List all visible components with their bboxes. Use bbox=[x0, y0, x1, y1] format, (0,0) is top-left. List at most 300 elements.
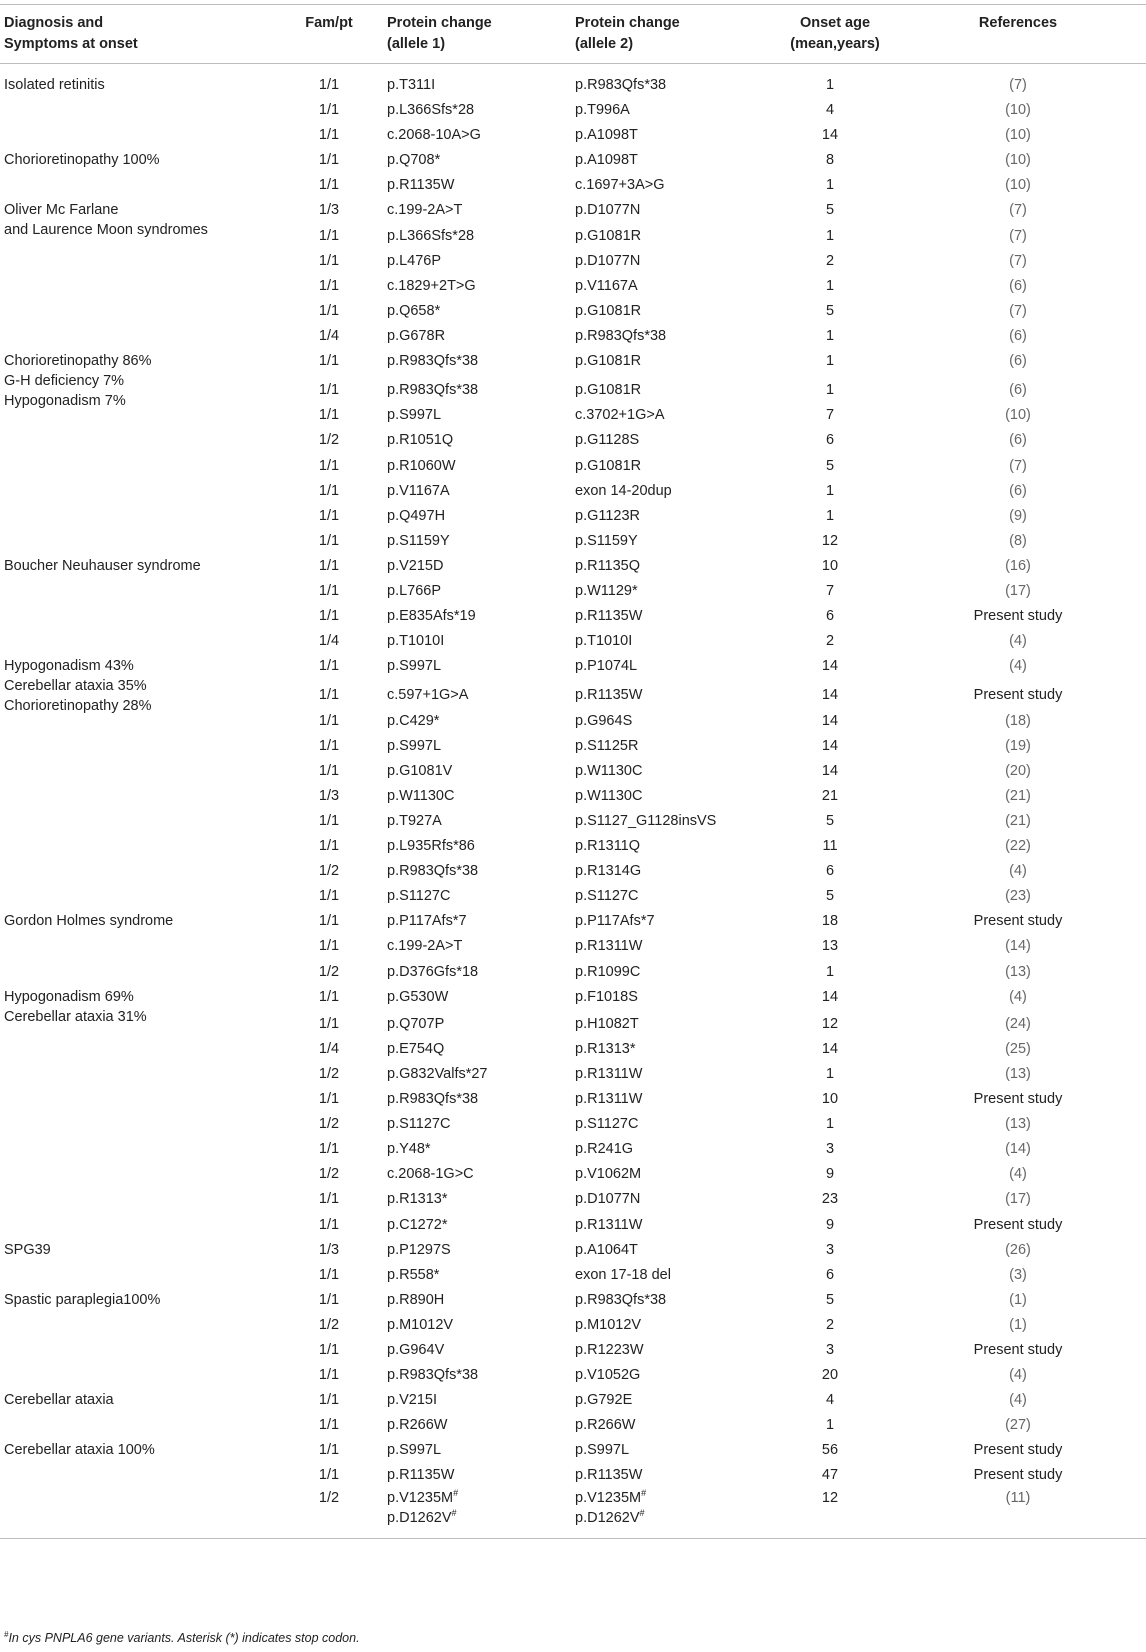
fam-pt-cell: 1/1 bbox=[318, 508, 340, 524]
allele-1-cell: p.V215D bbox=[387, 558, 444, 574]
onset-age-cell: 1 bbox=[825, 382, 835, 398]
fam-pt-cell: 1/3 bbox=[318, 202, 340, 218]
fam-pt-cell: 1/1 bbox=[318, 177, 340, 193]
table-footnote: #In cys PNPLA6 gene variants. Asterisk (*) indicates stop codon. bbox=[4, 1629, 360, 1645]
allele-2-cell: p.R1135Q bbox=[575, 558, 641, 574]
fam-pt-cell: 1/1 bbox=[318, 1016, 340, 1032]
reference-cell: (21) bbox=[1005, 813, 1031, 829]
diagnosis-cell: Hypogonadism 69% Cerebellar ataxia 31% bbox=[4, 989, 147, 1025]
allele-2-cell: p.T996A bbox=[575, 102, 630, 118]
fam-pt-cell: 1/1 bbox=[318, 713, 340, 729]
allele-1-cell: p.L935Rfs*86 bbox=[387, 838, 475, 854]
reference-cell: (4) bbox=[1009, 989, 1027, 1005]
onset-age-cell: 3 bbox=[825, 1242, 835, 1258]
onset-age-cell: 2 bbox=[825, 253, 835, 269]
fam-pt-cell: 1/1 bbox=[318, 1442, 340, 1458]
onset-age-cell: 1 bbox=[825, 508, 835, 524]
diagnosis-cell: Gordon Holmes syndrome bbox=[4, 913, 174, 929]
reference-cell: (21) bbox=[1005, 788, 1031, 804]
allele-2-cell: p.H1082T bbox=[575, 1016, 639, 1032]
onset-age-cell: 1 bbox=[825, 278, 835, 294]
fam-pt-cell: 1/1 bbox=[318, 1392, 340, 1408]
diagnosis-cell: Spastic paraplegia100% bbox=[4, 1292, 161, 1308]
onset-age-cell: 14 bbox=[821, 1041, 839, 1057]
diagnosis-cell: Cerebellar ataxia bbox=[4, 1392, 114, 1408]
fam-pt-cell: 1/1 bbox=[318, 1367, 340, 1383]
onset-age-cell: 7 bbox=[825, 407, 835, 423]
fam-pt-cell: 1/1 bbox=[318, 838, 340, 854]
onset-age-cell: 14 bbox=[821, 763, 839, 779]
allele-1-cell: p.P117Afs*7 bbox=[387, 913, 467, 929]
allele-2-cell: p.G1123R bbox=[575, 508, 641, 524]
fam-pt-cell: 1/1 bbox=[318, 658, 340, 674]
onset-age-cell: 12 bbox=[821, 1490, 839, 1506]
table-top-rule bbox=[0, 4, 1146, 5]
table-bottom-rule bbox=[0, 1538, 1146, 1539]
allele-1-cell: p.S997L bbox=[387, 658, 442, 674]
allele-2-cell: p.S1127C bbox=[575, 888, 639, 904]
allele-2-cell: p.S1125R bbox=[575, 738, 639, 754]
fam-pt-cell: 1/1 bbox=[318, 1191, 340, 1207]
reference-cell: (11) bbox=[1005, 1490, 1031, 1506]
fam-pt-cell: 1/1 bbox=[318, 152, 340, 168]
allele-1-cell: p.G832Valfs*27 bbox=[387, 1066, 488, 1082]
onset-age-cell: 20 bbox=[821, 1367, 839, 1383]
reference-cell: (10) bbox=[1005, 177, 1031, 193]
allele-2-cell: p.R1135W bbox=[575, 1467, 643, 1483]
allele-1-cell: p.R890H bbox=[387, 1292, 445, 1308]
reference-cell: (16) bbox=[1005, 558, 1031, 574]
reference-cell: (7) bbox=[1009, 77, 1027, 93]
allele-1-cell: p.T927A bbox=[387, 813, 442, 829]
diagnosis-cell: Boucher Neuhauser syndrome bbox=[4, 558, 201, 574]
reference-cell: Present study bbox=[973, 1342, 1063, 1358]
reference-cell: (3) bbox=[1009, 1267, 1027, 1283]
allele-2-cell: p.R241G bbox=[575, 1141, 634, 1157]
fam-pt-cell: 1/1 bbox=[318, 1217, 340, 1233]
allele-2-cell: p.G1081R bbox=[575, 228, 642, 244]
onset-age-cell: 14 bbox=[821, 989, 839, 1005]
fam-pt-cell: 1/1 bbox=[318, 687, 340, 703]
fam-pt-cell: 1/4 bbox=[318, 633, 340, 649]
reference-cell: (6) bbox=[1009, 432, 1027, 448]
allele-1-cell: p.R983Qfs*38 bbox=[387, 353, 479, 369]
header-diagnosis: Diagnosis and Symptoms at onset bbox=[4, 15, 138, 52]
allele-1-cell: p.L766P bbox=[387, 583, 442, 599]
allele-1-cell: p.V1235M# p.D1262V# bbox=[387, 1488, 459, 1526]
onset-age-cell: 2 bbox=[825, 633, 835, 649]
fam-pt-cell: 1/1 bbox=[318, 558, 340, 574]
onset-age-cell: 56 bbox=[821, 1442, 839, 1458]
allele-1-cell: p.C1272* bbox=[387, 1217, 448, 1233]
fam-pt-cell: 1/1 bbox=[318, 1141, 340, 1157]
fam-pt-cell: 1/1 bbox=[318, 77, 340, 93]
fam-pt-cell: 1/1 bbox=[318, 228, 340, 244]
onset-age-cell: 3 bbox=[825, 1141, 835, 1157]
allele-2-cell: p.P117Afs*7 bbox=[575, 913, 655, 929]
fam-pt-cell: 1/1 bbox=[318, 989, 340, 1005]
allele-2-cell: c.1697+3A>G bbox=[575, 177, 665, 193]
allele-2-cell: p.G1081R bbox=[575, 353, 642, 369]
allele-1-cell: p.Q708* bbox=[387, 152, 441, 168]
allele-2-cell: p.S1127C bbox=[575, 1116, 639, 1132]
fam-pt-cell: 1/2 bbox=[318, 863, 340, 879]
fam-pt-cell: 1/1 bbox=[318, 533, 340, 549]
reference-cell: (7) bbox=[1009, 458, 1027, 474]
fam-pt-cell: 1/1 bbox=[318, 913, 340, 929]
diagnosis-cell: SPG39 bbox=[4, 1242, 51, 1258]
allele-2-cell: p.W1129* bbox=[575, 583, 638, 599]
allele-1-cell: c.597+1G>A bbox=[387, 687, 469, 703]
allele-1-cell: p.C429* bbox=[387, 713, 440, 729]
allele-1-cell: p.R983Qfs*38 bbox=[387, 863, 479, 879]
allele-1-cell: c.2068-10A>G bbox=[387, 127, 481, 143]
allele-2-cell: p.P1074L bbox=[575, 658, 638, 674]
onset-age-cell: 9 bbox=[825, 1217, 835, 1233]
allele-2-cell: p.R1311W bbox=[575, 1217, 643, 1233]
allele-1-cell: p.L366Sfs*28 bbox=[387, 228, 475, 244]
fam-pt-cell: 1/4 bbox=[318, 328, 340, 344]
reference-cell: (14) bbox=[1005, 938, 1031, 954]
reference-cell: (4) bbox=[1009, 633, 1027, 649]
onset-age-cell: 1 bbox=[825, 77, 835, 93]
reference-cell: (10) bbox=[1005, 407, 1031, 423]
reference-cell: Present study bbox=[973, 1467, 1063, 1483]
allele-2-cell: p.V1167A bbox=[575, 278, 638, 294]
fam-pt-cell: 1/2 bbox=[318, 1317, 340, 1333]
allele-1-cell: p.S997L bbox=[387, 1442, 442, 1458]
reference-cell: (6) bbox=[1009, 353, 1027, 369]
reference-cell: (23) bbox=[1005, 888, 1031, 904]
allele-1-cell: p.R983Qfs*38 bbox=[387, 382, 479, 398]
allele-2-cell: p.D1077N bbox=[575, 202, 641, 218]
allele-2-cell: p.R1135W bbox=[575, 608, 643, 624]
diagnosis-cell: Chorioretinopathy 100% bbox=[4, 152, 160, 168]
allele-2-cell: p.T1010I bbox=[575, 633, 633, 649]
allele-2-cell: p.R983Qfs*38 bbox=[575, 1292, 667, 1308]
onset-age-cell: 4 bbox=[825, 1392, 835, 1408]
fam-pt-cell: 1/1 bbox=[318, 407, 340, 423]
allele-2-cell: p.R266W bbox=[575, 1417, 636, 1433]
onset-age-cell: 1 bbox=[825, 328, 835, 344]
onset-age-cell: 6 bbox=[825, 432, 835, 448]
allele-1-cell: p.Y48* bbox=[387, 1141, 431, 1157]
onset-age-cell: 12 bbox=[821, 533, 839, 549]
allele-2-cell: p.W1130C bbox=[575, 788, 643, 804]
onset-age-cell: 5 bbox=[825, 458, 835, 474]
allele-2-cell: p.R1135W bbox=[575, 687, 643, 703]
allele-2-cell: p.A1064T bbox=[575, 1242, 638, 1258]
allele-2-cell: p.R1311W bbox=[575, 1091, 643, 1107]
allele-1-cell: p.E754Q bbox=[387, 1041, 445, 1057]
reference-cell: (4) bbox=[1009, 1367, 1027, 1383]
onset-age-cell: 5 bbox=[825, 303, 835, 319]
header-allele-1: Protein change (allele 1) bbox=[387, 15, 492, 52]
allele-1-cell: p.P1297S bbox=[387, 1242, 451, 1258]
fam-pt-cell: 1/1 bbox=[318, 763, 340, 779]
reference-cell: (24) bbox=[1005, 1016, 1031, 1032]
onset-age-cell: 4 bbox=[825, 102, 835, 118]
reference-cell: (6) bbox=[1009, 278, 1027, 294]
allele-2-cell: p.G1081R bbox=[575, 458, 642, 474]
allele-1-cell: p.R1313* bbox=[387, 1191, 448, 1207]
reference-cell: Present study bbox=[973, 1217, 1063, 1233]
allele-2-cell: c.3702+1G>A bbox=[575, 407, 665, 423]
onset-age-cell: 10 bbox=[821, 558, 839, 574]
reference-cell: Present study bbox=[973, 608, 1063, 624]
fam-pt-cell: 1/2 bbox=[318, 1490, 340, 1506]
reference-cell: (25) bbox=[1005, 1041, 1031, 1057]
onset-age-cell: 1 bbox=[825, 964, 835, 980]
fam-pt-cell: 1/1 bbox=[318, 353, 340, 369]
fam-pt-cell: 1/1 bbox=[318, 483, 340, 499]
reference-cell: (22) bbox=[1005, 838, 1031, 854]
allele-2-cell: p.D1077N bbox=[575, 253, 641, 269]
allele-2-cell: p.A1098T bbox=[575, 152, 638, 168]
allele-2-cell: p.V1235M# p.D1262V# bbox=[575, 1488, 647, 1526]
allele-1-cell: p.R983Qfs*38 bbox=[387, 1367, 479, 1383]
fam-pt-cell: 1/1 bbox=[318, 813, 340, 829]
fam-pt-cell: 1/3 bbox=[318, 788, 340, 804]
allele-2-cell: p.G964S bbox=[575, 713, 633, 729]
reference-cell: (9) bbox=[1009, 508, 1027, 524]
reference-cell: (10) bbox=[1005, 127, 1031, 143]
reference-cell: (4) bbox=[1009, 1166, 1027, 1182]
onset-age-cell: 1 bbox=[825, 1417, 835, 1433]
allele-1-cell: p.E835Afs*19 bbox=[387, 608, 476, 624]
fam-pt-cell: 1/2 bbox=[318, 1066, 340, 1082]
allele-2-cell: p.R1311W bbox=[575, 1066, 643, 1082]
onset-age-cell: 5 bbox=[825, 1292, 835, 1308]
reference-cell: (14) bbox=[1005, 1141, 1031, 1157]
onset-age-cell: 6 bbox=[825, 863, 835, 879]
fam-pt-cell: 1/1 bbox=[318, 253, 340, 269]
fam-pt-cell: 1/4 bbox=[318, 1041, 340, 1057]
onset-age-cell: 1 bbox=[825, 1116, 835, 1132]
fam-pt-cell: 1/1 bbox=[318, 938, 340, 954]
reference-cell: (6) bbox=[1009, 328, 1027, 344]
fam-pt-cell: 1/2 bbox=[318, 432, 340, 448]
fam-pt-cell: 1/1 bbox=[318, 127, 340, 143]
reference-cell: (1) bbox=[1009, 1317, 1027, 1333]
reference-cell: Present study bbox=[973, 913, 1063, 929]
fam-pt-cell: 1/1 bbox=[318, 1292, 340, 1308]
reference-cell: (19) bbox=[1005, 738, 1031, 754]
allele-2-cell: p.G1128S bbox=[575, 432, 640, 448]
onset-age-cell: 1 bbox=[825, 353, 835, 369]
onset-age-cell: 23 bbox=[821, 1191, 839, 1207]
allele-1-cell: p.V1167A bbox=[387, 483, 450, 499]
allele-1-cell: p.R1060W bbox=[387, 458, 456, 474]
allele-2-cell: p.V1052G bbox=[575, 1367, 641, 1383]
diagnosis-cell: Oliver Mc Farlane and Laurence Moon syndromes bbox=[4, 202, 208, 238]
header-fam-pt: Fam/pt bbox=[305, 15, 353, 31]
header-allele-2: Protein change (allele 2) bbox=[575, 15, 680, 52]
allele-1-cell: p.R266W bbox=[387, 1417, 448, 1433]
onset-age-cell: 14 bbox=[821, 658, 839, 674]
allele-2-cell: p.R1311W bbox=[575, 938, 643, 954]
onset-age-cell: 2 bbox=[825, 1317, 835, 1333]
allele-2-cell: p.R1311Q bbox=[575, 838, 641, 854]
allele-2-cell: p.R1099C bbox=[575, 964, 641, 980]
reference-cell: Present study bbox=[973, 1442, 1063, 1458]
fam-pt-cell: 1/2 bbox=[318, 1166, 340, 1182]
onset-age-cell: 1 bbox=[825, 483, 835, 499]
allele-2-cell: p.V1062M bbox=[575, 1166, 642, 1182]
reference-cell: (7) bbox=[1009, 202, 1027, 218]
fam-pt-cell: 1/1 bbox=[318, 458, 340, 474]
allele-2-cell: p.R1223W bbox=[575, 1342, 644, 1358]
fam-pt-cell: 1/3 bbox=[318, 1242, 340, 1258]
reference-cell: (13) bbox=[1005, 1116, 1031, 1132]
onset-age-cell: 47 bbox=[821, 1467, 839, 1483]
fam-pt-cell: 1/1 bbox=[318, 382, 340, 398]
header-onset-age: Onset age (mean,years) bbox=[790, 15, 880, 52]
onset-age-cell: 1 bbox=[825, 1066, 835, 1082]
allele-1-cell: p.L366Sfs*28 bbox=[387, 102, 475, 118]
reference-cell: (6) bbox=[1009, 382, 1027, 398]
fam-pt-cell: 1/1 bbox=[318, 278, 340, 294]
allele-1-cell: p.S1127C bbox=[387, 888, 451, 904]
allele-1-cell: p.S1127C bbox=[387, 1116, 451, 1132]
allele-1-cell: p.G1081V bbox=[387, 763, 453, 779]
allele-1-cell: c.199-2A>T bbox=[387, 202, 463, 218]
fam-pt-cell: 1/2 bbox=[318, 1116, 340, 1132]
onset-age-cell: 12 bbox=[821, 1016, 839, 1032]
onset-age-cell: 5 bbox=[825, 202, 835, 218]
allele-2-cell: p.R983Qfs*38 bbox=[575, 328, 667, 344]
reference-cell: (7) bbox=[1009, 303, 1027, 319]
onset-age-cell: 18 bbox=[821, 913, 839, 929]
allele-1-cell: p.R1051Q bbox=[387, 432, 454, 448]
fam-pt-cell: 1/2 bbox=[318, 964, 340, 980]
allele-2-cell: p.S1127_G1128insVS bbox=[575, 813, 717, 829]
onset-age-cell: 6 bbox=[825, 1267, 835, 1283]
allele-1-cell: p.G530W bbox=[387, 989, 449, 1005]
reference-cell: (18) bbox=[1005, 713, 1031, 729]
onset-age-cell: 7 bbox=[825, 583, 835, 599]
allele-2-cell: p.G1081R bbox=[575, 303, 642, 319]
allele-1-cell: p.S997L bbox=[387, 407, 442, 423]
reference-cell: (4) bbox=[1009, 1392, 1027, 1408]
allele-2-cell: p.A1098T bbox=[575, 127, 638, 143]
reference-cell: Present study bbox=[973, 687, 1063, 703]
allele-2-cell: p.M1012V bbox=[575, 1317, 642, 1333]
allele-1-cell: p.S1159Y bbox=[387, 533, 450, 549]
onset-age-cell: 9 bbox=[825, 1166, 835, 1182]
allele-2-cell: p.G792E bbox=[575, 1392, 633, 1408]
fam-pt-cell: 1/1 bbox=[318, 1091, 340, 1107]
header-bottom-rule bbox=[0, 63, 1146, 64]
diagnosis-cell: Hypogonadism 43% Cerebellar ataxia 35% Chorioretinopathy 28% bbox=[4, 658, 152, 714]
fam-pt-cell: 1/1 bbox=[318, 1267, 340, 1283]
allele-2-cell: p.W1130C bbox=[575, 763, 643, 779]
allele-1-cell: p.G678R bbox=[387, 328, 446, 344]
reference-cell: (4) bbox=[1009, 658, 1027, 674]
fam-pt-cell: 1/1 bbox=[318, 738, 340, 754]
allele-1-cell: p.R1135W bbox=[387, 177, 455, 193]
reference-cell: (26) bbox=[1005, 1242, 1031, 1258]
allele-1-cell: p.Q658* bbox=[387, 303, 441, 319]
allele-2-cell: p.R1313* bbox=[575, 1041, 636, 1057]
fam-pt-cell: 1/1 bbox=[318, 1467, 340, 1483]
onset-age-cell: 14 bbox=[821, 687, 839, 703]
onset-age-cell: 21 bbox=[821, 788, 839, 804]
onset-age-cell: 1 bbox=[825, 177, 835, 193]
onset-age-cell: 14 bbox=[821, 713, 839, 729]
allele-2-cell: p.R1314G bbox=[575, 863, 642, 879]
reference-cell: (10) bbox=[1005, 152, 1031, 168]
allele-1-cell: p.Q497H bbox=[387, 508, 446, 524]
reference-cell: (20) bbox=[1005, 763, 1031, 779]
reference-cell: (17) bbox=[1005, 583, 1031, 599]
diagnosis-cell: Isolated retinitis bbox=[4, 77, 105, 93]
fam-pt-cell: 1/1 bbox=[318, 1417, 340, 1433]
onset-age-cell: 13 bbox=[821, 938, 839, 954]
onset-age-cell: 8 bbox=[825, 152, 835, 168]
allele-1-cell: c.2068-1G>C bbox=[387, 1166, 474, 1182]
reference-cell: (13) bbox=[1005, 1066, 1031, 1082]
fam-pt-cell: 1/1 bbox=[318, 583, 340, 599]
allele-2-cell: p.S1159Y bbox=[575, 533, 638, 549]
allele-2-cell: p.S997L bbox=[575, 1442, 630, 1458]
allele-1-cell: p.R558* bbox=[387, 1267, 440, 1283]
diagnosis-cell: Cerebellar ataxia 100% bbox=[4, 1442, 155, 1458]
fam-pt-cell: 1/1 bbox=[318, 888, 340, 904]
reference-cell: (6) bbox=[1009, 483, 1027, 499]
allele-2-cell: exon 17-18 del bbox=[575, 1267, 671, 1283]
reference-cell: (7) bbox=[1009, 253, 1027, 269]
allele-1-cell: p.V215I bbox=[387, 1392, 437, 1408]
onset-age-cell: 11 bbox=[822, 838, 838, 854]
reference-cell: (4) bbox=[1009, 863, 1027, 879]
header-references: References bbox=[978, 15, 1058, 31]
allele-2-cell: p.F1018S bbox=[575, 989, 638, 1005]
allele-2-cell: exon 14-20dup bbox=[575, 483, 672, 499]
allele-1-cell: p.S997L bbox=[387, 738, 442, 754]
allele-1-cell: c.1829+2T>G bbox=[387, 278, 476, 294]
reference-cell: (27) bbox=[1005, 1417, 1031, 1433]
allele-1-cell: p.W1130C bbox=[387, 788, 455, 804]
allele-2-cell: p.R983Qfs*38 bbox=[575, 77, 667, 93]
fam-pt-cell: 1/1 bbox=[318, 102, 340, 118]
reference-cell: (17) bbox=[1005, 1191, 1031, 1207]
allele-2-cell: p.G1081R bbox=[575, 382, 642, 398]
reference-cell: (1) bbox=[1009, 1292, 1027, 1308]
reference-cell: (13) bbox=[1005, 964, 1031, 980]
fam-pt-cell: 1/1 bbox=[318, 303, 340, 319]
allele-1-cell: p.R983Qfs*38 bbox=[387, 1091, 479, 1107]
fam-pt-cell: 1/1 bbox=[318, 608, 340, 624]
onset-age-cell: 14 bbox=[821, 127, 839, 143]
allele-1-cell: p.Q707P bbox=[387, 1016, 445, 1032]
allele-2-cell: p.D1077N bbox=[575, 1191, 641, 1207]
allele-1-cell: p.M1012V bbox=[387, 1317, 454, 1333]
reference-cell: Present study bbox=[973, 1091, 1063, 1107]
allele-1-cell: p.D376Gfs*18 bbox=[387, 964, 479, 980]
diagnosis-cell: Chorioretinopathy 86% G-H deficiency 7% Hypogonadism 7% bbox=[4, 353, 152, 409]
allele-1-cell: p.T1010I bbox=[387, 633, 445, 649]
fam-pt-cell: 1/1 bbox=[318, 1342, 340, 1358]
allele-1-cell: p.R1135W bbox=[387, 1467, 455, 1483]
onset-age-cell: 5 bbox=[825, 888, 835, 904]
onset-age-cell: 6 bbox=[825, 608, 835, 624]
reference-cell: (10) bbox=[1005, 102, 1031, 118]
onset-age-cell: 5 bbox=[825, 813, 835, 829]
onset-age-cell: 14 bbox=[821, 738, 839, 754]
onset-age-cell: 3 bbox=[825, 1342, 835, 1358]
onset-age-cell: 1 bbox=[825, 228, 835, 244]
